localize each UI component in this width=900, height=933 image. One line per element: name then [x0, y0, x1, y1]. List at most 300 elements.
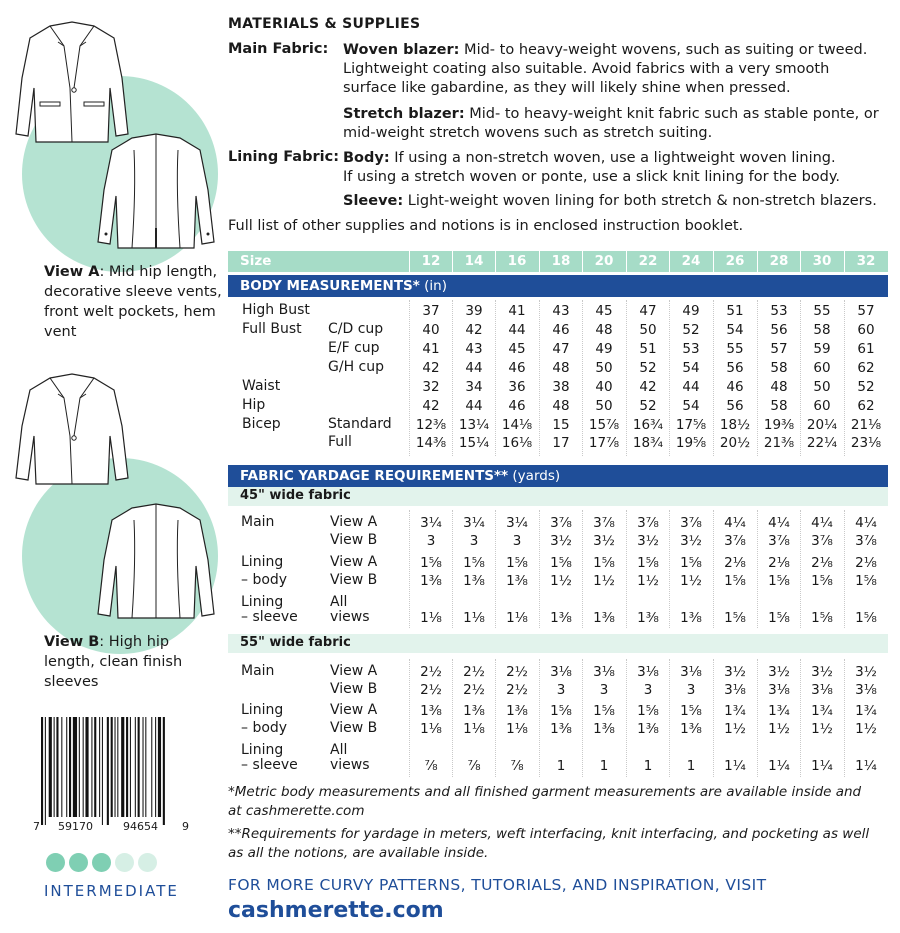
table-cell: 48 — [552, 360, 570, 376]
table-cell: 13¼ — [458, 417, 490, 433]
column-divider — [800, 510, 801, 628]
row-label: – body — [241, 572, 288, 588]
barcode-bar — [79, 717, 80, 817]
table-cell: 1⅝ — [855, 573, 877, 589]
table-cell: 3 — [512, 533, 522, 549]
table-cell: 46 — [508, 360, 526, 376]
table-cell: 21⅛ — [850, 417, 882, 433]
size-header-24: 24 — [681, 253, 701, 269]
table-cell: 58 — [770, 398, 788, 414]
row-label: Lining — [241, 554, 284, 570]
table-cell: 56 — [726, 360, 744, 376]
size-header-28: 28 — [769, 253, 789, 269]
table-cell: 1⅜ — [463, 703, 485, 719]
table-cell: 38 — [552, 379, 570, 395]
table-cell: 3 — [556, 682, 566, 698]
column-divider — [669, 510, 670, 628]
column-divider — [800, 300, 801, 456]
table-cell: 50 — [595, 398, 613, 414]
row-sublabel: View B — [330, 532, 378, 548]
column-divider — [626, 510, 627, 628]
size-header-22: 22 — [638, 253, 658, 269]
main-fabric-label: Main Fabric: — [228, 41, 329, 57]
table-cell: 40 — [422, 322, 440, 338]
table-cell: 1⅛ — [420, 721, 442, 737]
column-divider — [757, 659, 758, 777]
row-sublabel: C/D cup — [328, 321, 384, 337]
table-cell: 1⅜ — [420, 573, 442, 589]
row-label: Full Bust — [242, 321, 302, 337]
table-cell: 2½ — [463, 682, 485, 698]
table-cell: 1¼ — [768, 758, 790, 774]
table-cell: ⅞ — [424, 758, 438, 774]
row-sublabel: All — [330, 594, 348, 610]
column-separator — [582, 251, 583, 272]
column-separator — [539, 251, 540, 272]
table-cell: 1⅜ — [637, 610, 659, 626]
barcode-bar — [69, 717, 71, 817]
lining-sleeve-title: Sleeve: — [343, 193, 404, 209]
row-sublabel: views — [330, 757, 370, 773]
row-sublabel: View A — [330, 554, 378, 570]
woven-blazer-text: Woven blazer: Mid- to heavy-weight wovens, such as suiting or tweed. Lightweight coating also suitable. Avoid fabrics with a very smooth surface like gabardine, as they will likely shine when pressed. — [343, 42, 868, 96]
row-sublabel: View A — [330, 514, 378, 530]
size-header-26: 26 — [725, 253, 745, 269]
table-cell: 3⅛ — [593, 664, 615, 680]
view-b-title: View B — [44, 634, 100, 650]
table-cell: 3¼ — [463, 515, 485, 531]
table-cell: 1⅜ — [680, 610, 702, 626]
table-cell: 18½ — [719, 417, 751, 433]
table-cell: 39 — [465, 303, 483, 319]
table-cell: 1¼ — [811, 758, 833, 774]
table-cell: 3⅛ — [811, 682, 833, 698]
table-cell: 4¼ — [724, 515, 746, 531]
table-cell: 44 — [682, 379, 700, 395]
table-cell: 47 — [639, 303, 657, 319]
column-divider — [539, 659, 540, 777]
barcode-bar — [61, 717, 62, 817]
table-cell: 1⅝ — [637, 555, 659, 571]
size-header-14: 14 — [464, 253, 484, 269]
table-cell: 1⅜ — [506, 573, 528, 589]
table-cell: ⅞ — [510, 758, 524, 774]
table-cell: 40 — [595, 379, 613, 395]
size-header-32: 32 — [856, 253, 876, 269]
table-cell: 58 — [770, 360, 788, 376]
table-cell: 3 — [426, 533, 436, 549]
table-cell: 46 — [508, 398, 526, 414]
table-cell: 3⅛ — [724, 682, 746, 698]
row-sublabel: Full — [328, 434, 352, 450]
table-cell: 16⅛ — [501, 435, 533, 451]
table-cell: 53 — [682, 341, 700, 357]
row-label: Bicep — [242, 416, 281, 432]
table-cell: 1 — [686, 758, 696, 774]
table-cell: 51 — [639, 341, 657, 357]
table-cell: 54 — [682, 398, 700, 414]
view-b-back-jacket-illustration — [92, 500, 222, 622]
table-cell: 62 — [857, 360, 875, 376]
column-divider — [669, 300, 670, 456]
table-cell: 3¼ — [420, 515, 442, 531]
lining-body-title: Body: — [343, 150, 390, 166]
table-cell: 52 — [639, 360, 657, 376]
row-sublabel: Standard — [328, 416, 392, 432]
column-divider — [452, 300, 453, 456]
table-cell: 3⅞ — [768, 533, 790, 549]
size-header-12: 12 — [421, 253, 441, 269]
table-cell: 3¼ — [506, 515, 528, 531]
lining-fabric-label: Lining Fabric: — [228, 149, 339, 165]
table-cell: 62 — [857, 398, 875, 414]
table-cell: 3½ — [550, 533, 572, 549]
table-cell: 3½ — [724, 664, 746, 680]
table-cell: 20¼ — [806, 417, 838, 433]
table-cell: 4¼ — [768, 515, 790, 531]
table-cell: 22¼ — [806, 435, 838, 451]
table-cell: 3⅛ — [550, 664, 572, 680]
barcode-bar — [73, 717, 77, 817]
barcode-digit-right: 9 — [182, 820, 189, 833]
table-cell: 2⅛ — [724, 555, 746, 571]
column-divider — [800, 659, 801, 777]
table-cell: 15 — [552, 417, 570, 433]
column-separator — [713, 251, 714, 272]
table-cell: 1⅜ — [420, 703, 442, 719]
table-cell: 48 — [552, 398, 570, 414]
table-cell: 1¾ — [811, 703, 833, 719]
yardage-unit: (yards) — [508, 468, 561, 484]
table-cell: 17 — [552, 435, 570, 451]
table-cell: 1⅝ — [811, 573, 833, 589]
barcode-bar — [155, 717, 156, 817]
row-sublabel: G/H cup — [328, 359, 384, 375]
table-cell: 1¾ — [724, 703, 746, 719]
table-cell: 3½ — [680, 533, 702, 549]
table-cell: 2½ — [420, 682, 442, 698]
barcode-bar — [158, 717, 161, 817]
barcode-bar — [49, 717, 52, 817]
row-label: Main — [241, 514, 275, 530]
size-header-30: 30 — [812, 253, 832, 269]
view-b-front-jacket-illustration — [10, 370, 140, 488]
table-cell: 1⅜ — [550, 610, 572, 626]
barcode-bar — [138, 717, 140, 817]
column-divider — [539, 510, 540, 628]
table-cell: 1⅝ — [855, 610, 877, 626]
table-cell: 57 — [857, 303, 875, 319]
table-cell: 1 — [556, 758, 566, 774]
table-cell: 41 — [422, 341, 440, 357]
table-cell: 19⅝ — [675, 435, 707, 451]
barcode-digit-left: 7 — [33, 820, 40, 833]
materials-title: MATERIALS & SUPPLIES — [228, 16, 421, 32]
table-cell: 1⅛ — [463, 721, 485, 737]
column-separator — [844, 251, 845, 272]
table-cell: 1⅝ — [768, 610, 790, 626]
skill-dot-empty — [115, 853, 134, 872]
yardage-footnote: **Requirements for yardage in meters, weft interfacing, knit interfacing, and pocketing as well as all the notions, are available inside. — [228, 826, 870, 861]
table-cell: 1⅛ — [506, 610, 528, 626]
row-sublabel: View A — [330, 663, 378, 679]
table-cell: 46 — [726, 379, 744, 395]
table-cell: 16¾ — [632, 417, 664, 433]
table-cell: 14⅜ — [415, 435, 447, 451]
table-cell: 1½ — [724, 721, 746, 737]
table-cell: 50 — [595, 360, 613, 376]
column-separator — [800, 251, 801, 272]
table-cell: 3⅞ — [680, 515, 702, 531]
table-cell: 43 — [465, 341, 483, 357]
column-divider — [582, 300, 583, 456]
table-cell: 3½ — [593, 533, 615, 549]
table-cell: 1¾ — [768, 703, 790, 719]
table-cell: 48 — [595, 322, 613, 338]
metric-footnote: *Metric body measurements and all finished garment measurements are available inside and at cashmerette.com — [228, 784, 862, 819]
table-cell: 45 — [508, 341, 526, 357]
table-cell: 3⅞ — [855, 533, 877, 549]
table-cell: 41 — [508, 303, 526, 319]
column-divider — [582, 659, 583, 777]
table-cell: 61 — [857, 341, 875, 357]
column-separator — [757, 251, 758, 272]
column-divider — [409, 510, 410, 628]
table-cell: 1⅝ — [724, 610, 746, 626]
table-cell: 56 — [770, 322, 788, 338]
size-header-20: 20 — [594, 253, 614, 269]
table-cell: 1⅝ — [680, 555, 702, 571]
table-cell: 1⅝ — [593, 703, 615, 719]
row-label: Main — [241, 663, 275, 679]
view-a-description: : Mid hip length, decorative sleeve vents, front welt pockets, hem vent — [44, 264, 222, 340]
barcode-bar — [145, 717, 146, 817]
size-header-label: Size — [240, 253, 272, 269]
row-label: – sleeve — [241, 757, 298, 773]
body-measurements-unit: (in) — [419, 278, 447, 294]
barcode-bar — [91, 717, 92, 817]
table-cell: 42 — [422, 360, 440, 376]
skill-dot-empty — [138, 853, 157, 872]
barcode-bar — [45, 717, 46, 825]
table-cell: 60 — [813, 398, 831, 414]
table-cell: 1⅜ — [680, 721, 702, 737]
table-cell: 1½ — [811, 721, 833, 737]
size-header-16: 16 — [507, 253, 527, 269]
column-divider — [713, 659, 714, 777]
row-label: Lining — [241, 742, 284, 758]
view-a-front-jacket-illustration — [10, 18, 140, 146]
barcode-bar — [107, 717, 109, 825]
column-divider — [495, 510, 496, 628]
table-cell: 52 — [857, 379, 875, 395]
table-cell: 18¾ — [632, 435, 664, 451]
view-a-title: View A — [44, 264, 100, 280]
table-cell: 1⅜ — [637, 721, 659, 737]
barcode-bar — [126, 717, 128, 817]
table-cell: 1⅜ — [506, 703, 528, 719]
table-cell: 3⅞ — [811, 533, 833, 549]
table-cell: 1⅝ — [550, 703, 572, 719]
column-separator — [409, 251, 410, 272]
table-cell: 3 — [686, 682, 696, 698]
table-cell: 3½ — [768, 664, 790, 680]
column-separator — [626, 251, 627, 272]
table-cell: 4¼ — [855, 515, 877, 531]
column-divider — [844, 300, 845, 456]
table-cell: 1⅝ — [593, 555, 615, 571]
row-label: Waist — [242, 378, 281, 394]
table-cell: 3⅛ — [637, 664, 659, 680]
barcode — [33, 713, 185, 830]
table-cell: 50 — [813, 379, 831, 395]
table-cell: 1⅝ — [724, 573, 746, 589]
table-cell: 46 — [552, 322, 570, 338]
barcode-bar — [85, 717, 88, 817]
table-cell: 44 — [508, 322, 526, 338]
table-cell: 45 — [595, 303, 613, 319]
table-cell: 1⅝ — [768, 573, 790, 589]
table-cell: 54 — [726, 322, 744, 338]
table-cell: 54 — [682, 360, 700, 376]
table-cell: 1⅝ — [550, 555, 572, 571]
table-cell: 1⅝ — [506, 555, 528, 571]
table-cell: 55 — [813, 303, 831, 319]
stretch-blazer-text: Stretch blazer: Mid- to heavy-weight knit fabric such as stable ponte, or mid-weight stretch wovens such as stretch suiting. — [343, 106, 879, 141]
column-divider — [757, 300, 758, 456]
column-separator — [495, 251, 496, 272]
table-cell: 2⅛ — [855, 555, 877, 571]
barcode-bar — [117, 717, 118, 817]
table-cell: 1⅝ — [463, 555, 485, 571]
barcode-bar — [121, 717, 124, 817]
table-cell: 1⅜ — [463, 573, 485, 589]
table-cell: 2½ — [506, 664, 528, 680]
lining-body-text: Body: If using a non-stretch woven, use a lightweight woven lining. If using a stretch woven or ponte, use a slick knit lining for the body. — [343, 150, 840, 185]
row-label: Lining — [241, 702, 284, 718]
column-divider — [409, 300, 410, 456]
table-cell: 43 — [552, 303, 570, 319]
table-cell: 32 — [422, 379, 440, 395]
table-cell: 17⅝ — [675, 417, 707, 433]
table-cell: 1⅛ — [420, 610, 442, 626]
woven-blazer-title: Woven blazer: — [343, 42, 460, 58]
row-sublabel: All — [330, 742, 348, 758]
table-cell: 21⅜ — [763, 435, 795, 451]
table-cell: 48 — [770, 379, 788, 395]
promo-website-link[interactable]: cashmerette.com — [228, 898, 444, 923]
row-sublabel: View B — [330, 720, 378, 736]
column-divider — [669, 659, 670, 777]
table-cell: 3⅞ — [593, 515, 615, 531]
row-label: Hip — [242, 397, 266, 413]
skill-level-dots — [46, 853, 157, 872]
column-divider — [539, 300, 540, 456]
view-b-caption — [44, 632, 224, 692]
table-cell: 42 — [465, 322, 483, 338]
table-cell: 3½ — [811, 664, 833, 680]
row-sublabel: views — [330, 609, 370, 625]
column-separator — [669, 251, 670, 272]
row-label: – sleeve — [241, 609, 298, 625]
skill-level-label: INTERMEDIATE — [44, 882, 179, 900]
table-cell: 59 — [813, 341, 831, 357]
table-cell: 34 — [465, 379, 483, 395]
table-cell: 2½ — [506, 682, 528, 698]
barcode-bar — [83, 717, 84, 817]
table-cell: 42 — [639, 379, 657, 395]
table-cell: 1¼ — [724, 758, 746, 774]
table-cell: ⅞ — [467, 758, 481, 774]
table-cell: 2⅛ — [811, 555, 833, 571]
view-a-caption — [44, 262, 224, 342]
barcode-bar — [41, 717, 43, 825]
table-cell: 1½ — [593, 573, 615, 589]
barcode-bar — [143, 717, 144, 817]
row-sublabel: View B — [330, 681, 378, 697]
barcode-digits-group2: 94654 — [123, 820, 158, 833]
table-cell: 15⅞ — [588, 417, 620, 433]
table-cell: 52 — [682, 322, 700, 338]
table-cell: 1⅜ — [593, 610, 615, 626]
barcode-bar — [111, 717, 113, 817]
table-cell: 3⅛ — [855, 682, 877, 698]
table-cell: 1 — [643, 758, 653, 774]
table-cell: 37 — [422, 303, 440, 319]
table-cell: 12⅜ — [415, 417, 447, 433]
table-cell: 1½ — [855, 721, 877, 737]
table-cell: 1⅛ — [506, 721, 528, 737]
table-cell: 1⅛ — [463, 610, 485, 626]
table-cell: 49 — [682, 303, 700, 319]
column-divider — [626, 300, 627, 456]
column-divider — [495, 300, 496, 456]
table-cell: 50 — [639, 322, 657, 338]
yardage-title: FABRIC YARDAGE REQUIREMENTS** — [240, 468, 509, 484]
barcode-bar — [115, 717, 116, 817]
table-cell: 17⅞ — [588, 435, 620, 451]
column-divider — [495, 659, 496, 777]
table-cell: 60 — [813, 360, 831, 376]
table-cell: 1⅝ — [811, 610, 833, 626]
full-list-note: Full list of other supplies and notions is in enclosed instruction booklet. — [228, 218, 744, 234]
table-cell: 1 — [599, 758, 609, 774]
row-sublabel: E/F cup — [328, 340, 380, 356]
table-cell: 3½ — [855, 664, 877, 680]
fabric-55-bar: 55" wide fabric — [228, 634, 888, 653]
table-cell: 1⅜ — [550, 721, 572, 737]
table-cell: 56 — [726, 398, 744, 414]
table-cell: 1⅝ — [637, 703, 659, 719]
table-cell: 1½ — [637, 573, 659, 589]
column-divider — [452, 659, 453, 777]
barcode-bar — [130, 717, 131, 817]
table-cell: 20½ — [719, 435, 751, 451]
row-sublabel: View A — [330, 702, 378, 718]
table-cell: 14⅛ — [501, 417, 533, 433]
table-cell: 1½ — [550, 573, 572, 589]
table-cell: 2⅛ — [768, 555, 790, 571]
row-label: – body — [241, 720, 288, 736]
table-cell: 3⅛ — [768, 682, 790, 698]
promo-text: FOR MORE CURVY PATTERNS, TUTORIALS, AND INSPIRATION, VISIT — [228, 876, 767, 894]
table-cell: 60 — [857, 322, 875, 338]
body-measurements-bar — [228, 275, 888, 297]
table-cell: 47 — [552, 341, 570, 357]
table-cell: 1½ — [680, 573, 702, 589]
table-cell: 58 — [813, 322, 831, 338]
stretch-blazer-title: Stretch blazer: — [343, 106, 465, 122]
